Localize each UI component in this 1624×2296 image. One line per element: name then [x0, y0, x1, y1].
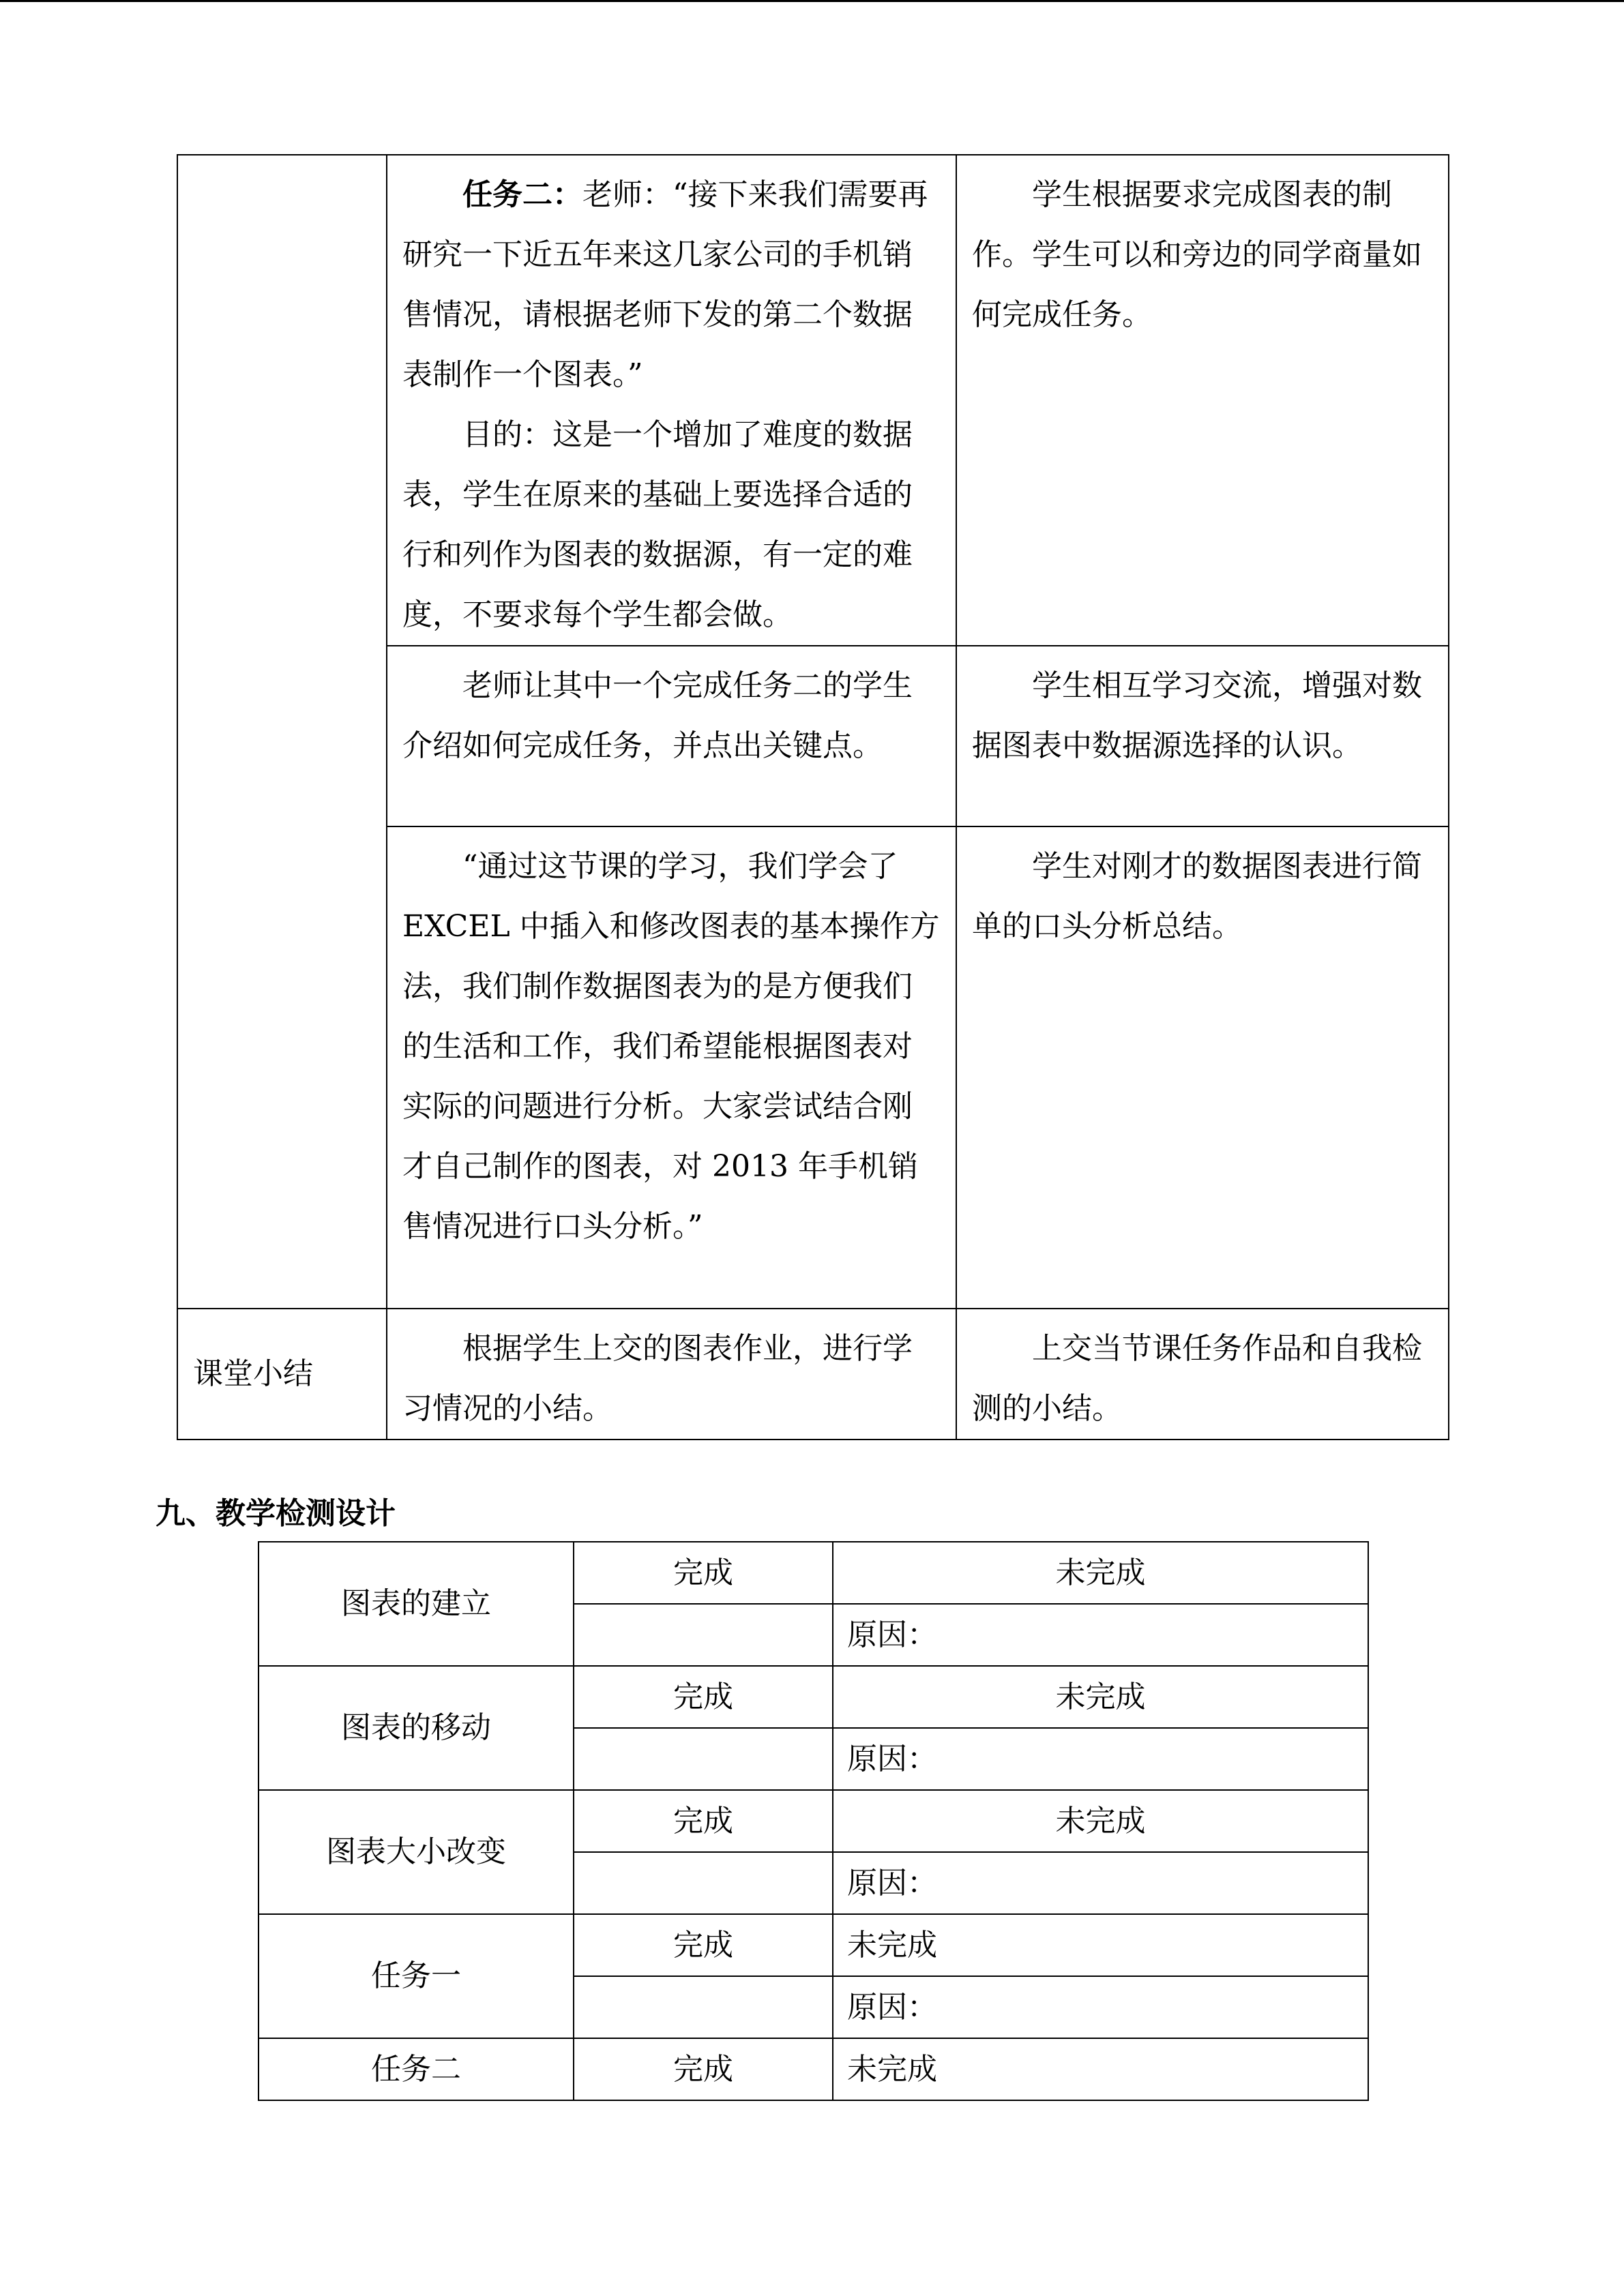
section-heading: 九、教学检测设计	[156, 1496, 396, 1531]
table-row	[177, 155, 1449, 646]
student-activity-text: 学生相互学习交流，增强对数据图表中数据源选择的认识。	[972, 668, 1422, 763]
student-activity-text: 学生对刚才的数据图表进行简单的口头分析总结。	[972, 849, 1422, 944]
task-two-paragraph	[402, 165, 942, 405]
done-blank-cell	[574, 1976, 833, 2038]
done-blank-cell	[574, 1852, 833, 1914]
purpose-paragraph: 目的：这是一个增加了难度的数据表，学生在原来的基础上要选择合适的行和列作为图表的数据源，有一定的难度，不要求每个学生都会做。	[402, 417, 913, 632]
table-row	[259, 1542, 1368, 1604]
done-cell: 完成	[574, 1666, 833, 1728]
table-row	[177, 1309, 1449, 1440]
check-item-label: 图表大小改变	[259, 1790, 574, 1914]
done-cell: 完成	[574, 1542, 833, 1604]
reason-cell: 原因：	[833, 1976, 1368, 2038]
student-activity-text: 上交当节课任务作品和自我检测的小结。	[972, 1331, 1422, 1426]
teacher-activity-text: “通过这节课的学习，我们学会了 EXCEL 中插入和修改图表的基本操作方法，我们制作数据图表为的是方便我们的生活和工作，我们希望能根据图表对实际的问题进行分析。大家尝试结合刚才自己制作的图表，对 2013 年手机销售情况进行口头分析。”	[402, 849, 940, 1244]
check-item-label: 任务二	[259, 2038, 574, 2100]
stage-cell-empty	[177, 155, 387, 1309]
done-blank-cell	[574, 1728, 833, 1790]
check-item-label: 图表的建立	[259, 1542, 574, 1666]
teacher-activity-cell	[387, 1309, 956, 1440]
table-row	[259, 1790, 1368, 1852]
reason-cell: 原因：	[833, 1604, 1368, 1666]
not-done-cell: 未完成	[833, 1790, 1368, 1852]
student-activity-cell	[956, 1309, 1449, 1440]
stage-cell: 课堂小结	[177, 1309, 387, 1440]
reason-cell: 原因：	[833, 1852, 1368, 1914]
student-activity-text: 学生根据要求完成图表的制作。学生可以和旁边的同学商量如何完成任务。	[972, 177, 1422, 332]
check-item-label: 任务一	[259, 1914, 574, 2038]
done-blank-cell	[574, 1604, 833, 1666]
done-cell: 完成	[574, 1914, 833, 1976]
teacher-activity-text: 根据学生上交的图表作业，进行学习情况的小结。	[402, 1331, 913, 1426]
task-two-label: 任务二：	[462, 177, 582, 212]
student-activity-cell	[956, 155, 1449, 646]
reason-cell: 原因：	[833, 1728, 1368, 1790]
lesson-procedure-table	[177, 154, 1449, 1440]
table-row	[259, 2038, 1368, 2100]
done-cell: 完成	[574, 2038, 833, 2100]
page-top-border	[0, 0, 1624, 2]
done-cell: 完成	[574, 1790, 833, 1852]
student-activity-cell	[956, 646, 1449, 826]
table-row	[259, 1914, 1368, 1976]
not-done-cell: 未完成	[833, 1666, 1368, 1728]
table-row	[259, 1666, 1368, 1728]
teacher-activity-text: 老师让其中一个完成任务二的学生介绍如何完成任务，并点出关键点。	[402, 668, 913, 763]
task-two-text: 老师：“接下来我们需要再研究一下近五年来这几家公司的手机销售情况，请根据老师下发的第二个数据表制作一个图表。”	[402, 177, 928, 392]
check-item-label: 图表的移动	[259, 1666, 574, 1790]
not-done-cell: 未完成	[833, 1542, 1368, 1604]
teacher-activity-cell	[387, 155, 956, 646]
teacher-activity-cell	[387, 646, 956, 826]
not-done-cell: 未完成	[833, 1914, 1368, 1976]
not-done-cell: 未完成	[833, 2038, 1368, 2100]
teaching-check-table	[258, 1541, 1369, 2101]
student-activity-cell	[956, 826, 1449, 1309]
teacher-activity-cell	[387, 826, 956, 1309]
